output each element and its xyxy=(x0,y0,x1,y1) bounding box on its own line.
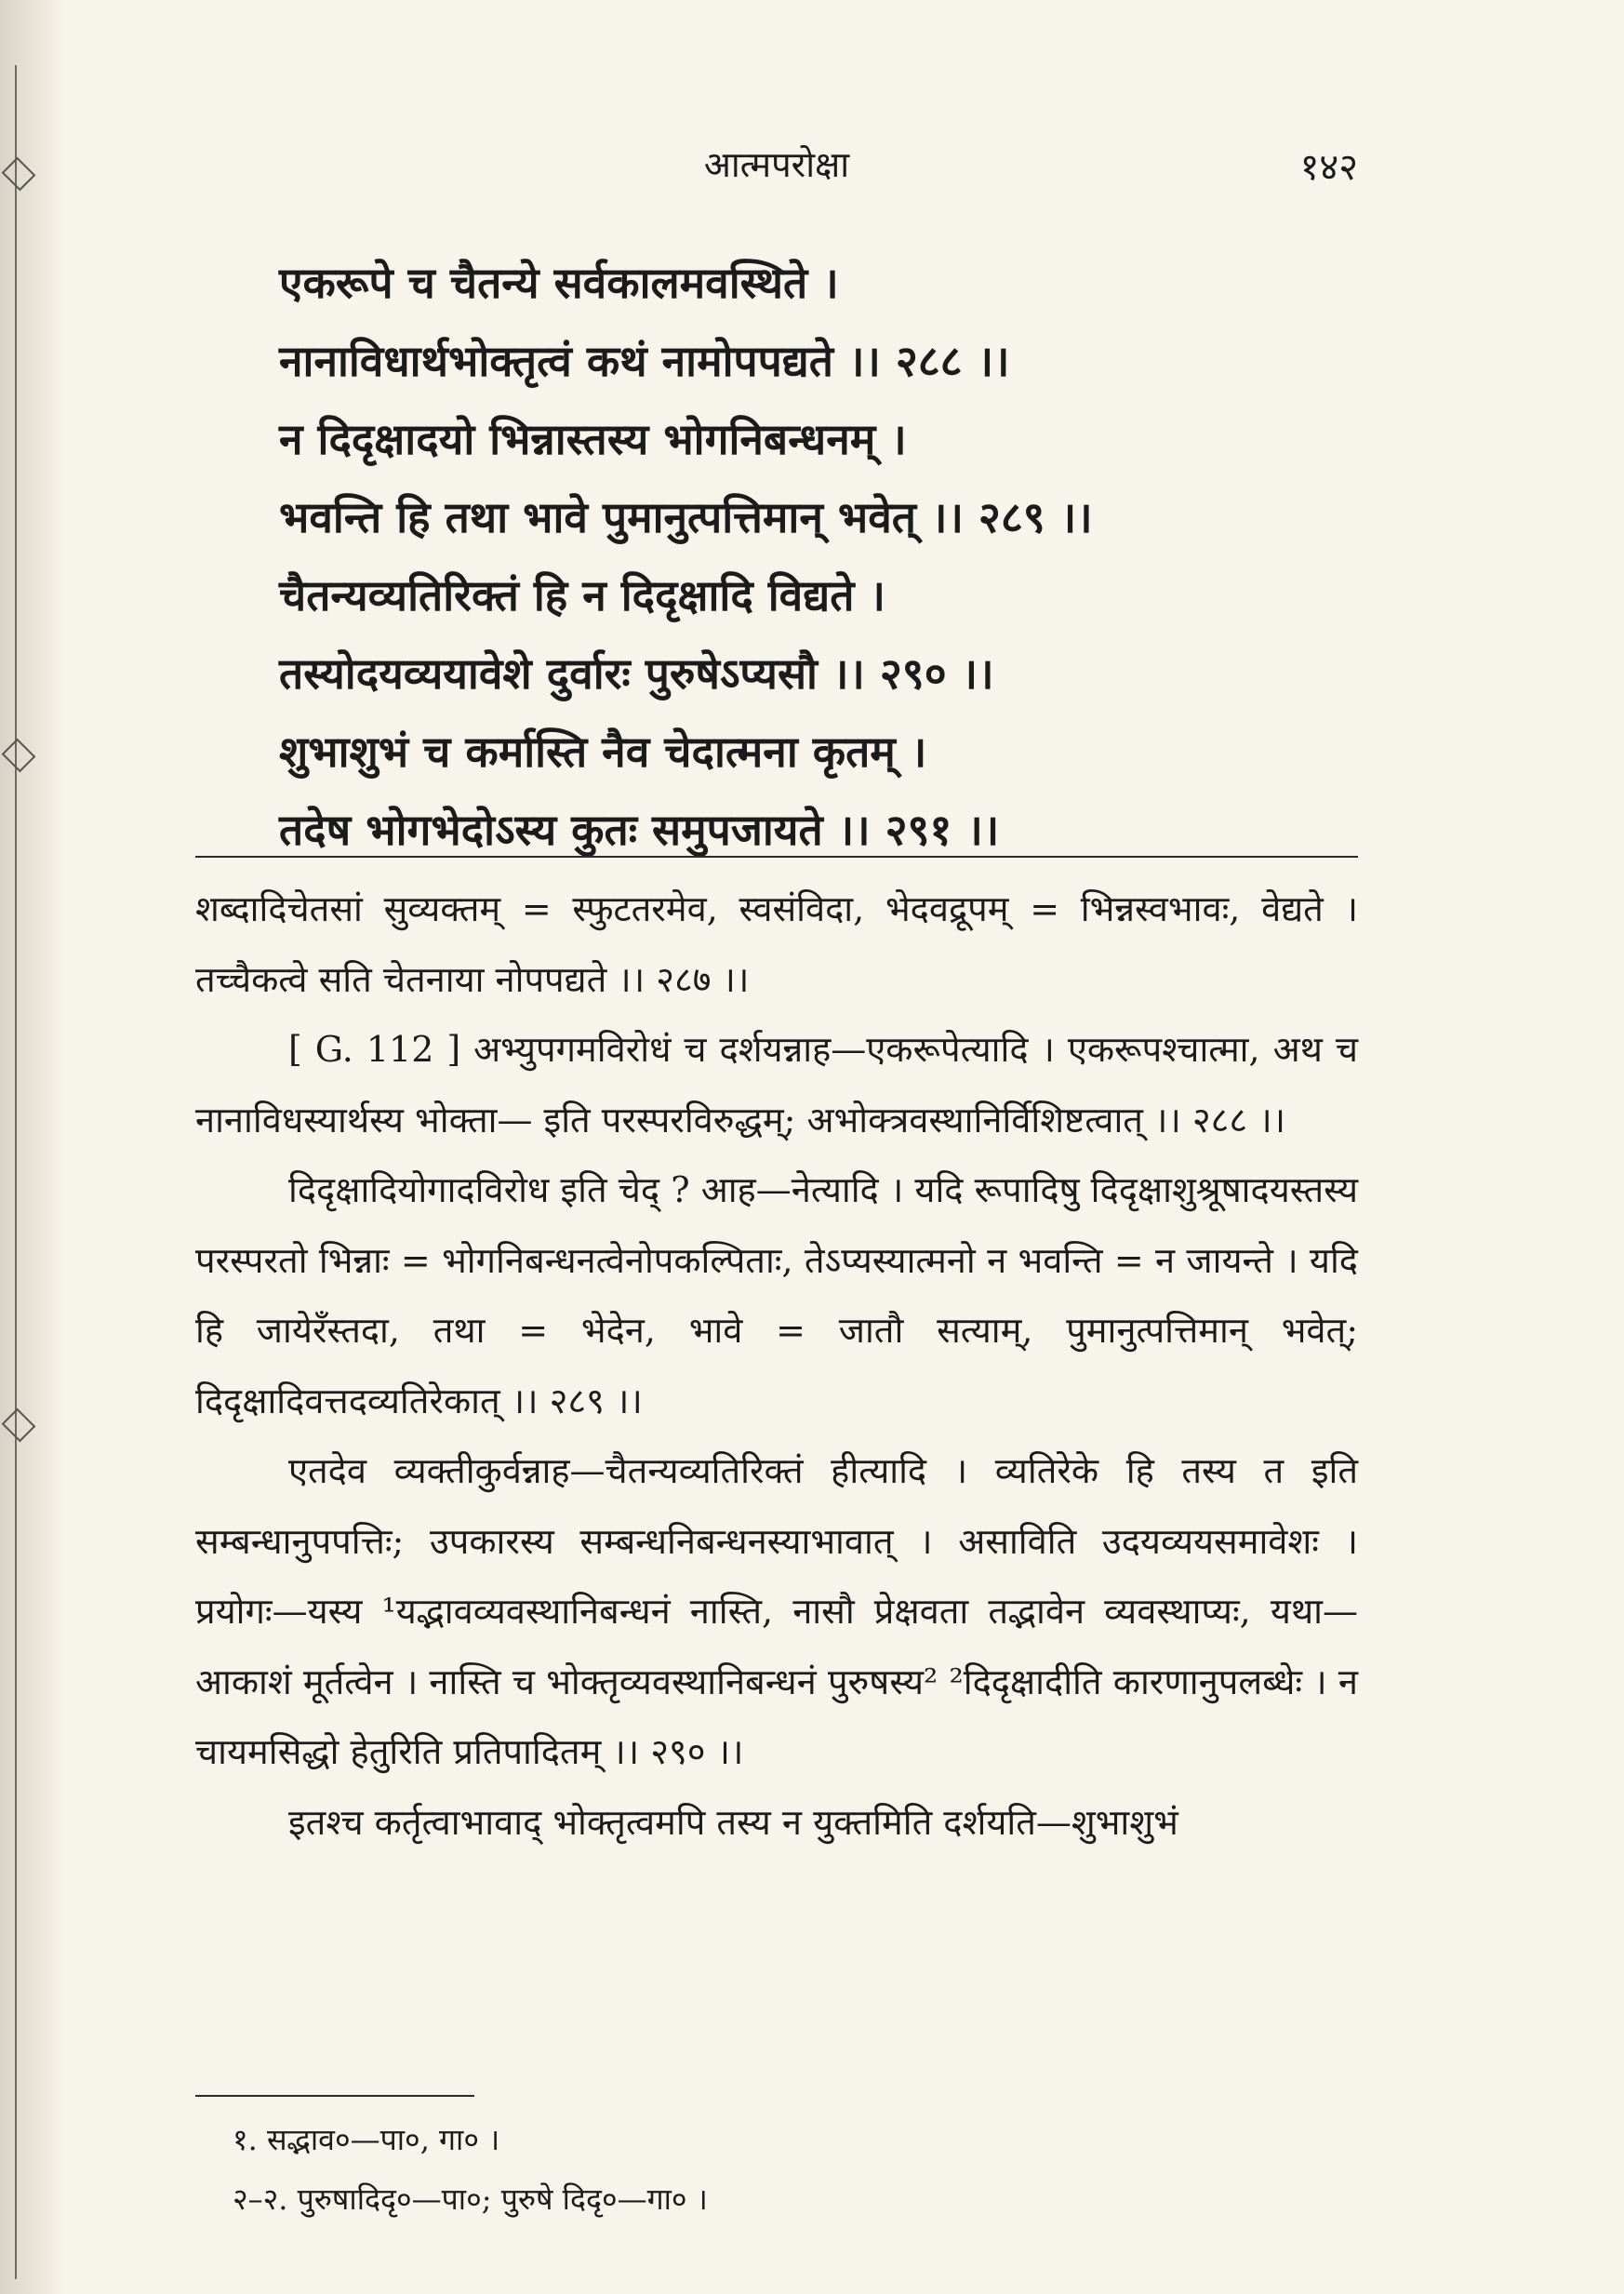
spine-binding-line xyxy=(15,65,17,2279)
binding-mark xyxy=(2,157,36,192)
verse-block xyxy=(279,244,1321,869)
commentary-paragraph: एतदेव व्यक्तीकुर्वन्नाह—चैतन्यव्यतिरिक्तं हीत्यादि । व्यतिरेके हि तस्य त इति सम्बन्धानुपपत्तिः; उपकारस्य सम्बन्धनिबन्धनस्याभावात् । असाविति उदयव्ययसमावेशः । प्रयोगः—यस्य ¹यद्भावव्यवस्थानिबन्धनं नास्ति, नासौ प्रेक्षवता तद्भावेन व्यवस्थाप्यः, यथा—आकाशं मूर्तत्वेन । नास्ति च भोक्तृव्यवस्थानिबन्धनं पुरुषस्य² ²दिदृक्षादीति कारणानुपलब्धेः । न चायमसिद्धो हेतुरिति प्रतिपादितम् ।। २९० ।। xyxy=(195,1450,1358,1772)
commentary-paragraph: [ G. 112 ] अभ्युपगमविरोधं च दर्शयन्नाह—एकरूपेत्यादि । एकरूपश्चात्मा, अथ च नानाविधस्यार्थस्य भोक्ता— इति परस्परविरुद्धम्; अभोक्त्रवस्थानिर्विशिष्टत्वात् ।। २८८ ।। xyxy=(195,1029,1358,1140)
footnote-rule xyxy=(195,2095,474,2097)
verse-line: भवन्ति हि तथा भावे पुमानुत्पत्तिमान् भवेत् ।। २८९ ।। xyxy=(279,492,1093,542)
binding-mark xyxy=(2,1408,36,1443)
page-header xyxy=(195,140,1358,195)
verse-line: न दिदृक्षादयो भिन्नास्तस्य भोगनिबन्धनम् । xyxy=(279,414,907,464)
footnote: १. सद्भाव०—पा०, गा० । xyxy=(233,2122,500,2157)
page-number: १४२ xyxy=(1299,146,1358,189)
divider-rule xyxy=(195,856,1358,858)
footnotes xyxy=(233,2110,1256,2229)
verse-line: तदेष भोगभेदोऽस्य कुतः समुपजायते ।। २९१ ।। xyxy=(279,805,1000,855)
verse-line: एकरूपे च चैतन्ये सर्वकालमवस्थिते । xyxy=(279,258,839,308)
running-title: आत्मपरोक्षा xyxy=(703,144,850,185)
commentary-paragraph: दिदृक्षादियोगादविरोध इति चेद् ? आह—नेत्यादि । यदि रूपादिषु दिदृक्षाशुश्रूषादयस्तस्य परस्परतो भिन्नाः = भोगनिबन्धनत्वेनोपकल्पिताः, तेऽप्यस्यात्मनो न भवन्ति = न जायन्ते । यदि हि जायेरँस्तदा, तथा = भेदेन, भावे = जातौ सत्याम्, पुमानुत्पत्तिमान् भवेत्; दिदृक्षादिवत्तदव्यतिरेकात् ।। २८९ ।। xyxy=(195,1169,1358,1421)
verse-line: चैतन्यव्यतिरिक्तं हि न दिदृक्षादि विद्यते । xyxy=(279,570,885,620)
commentary-block xyxy=(195,874,1358,1858)
commentary-paragraph: इतश्च कर्तृत्वाभावाद् भोक्तृत्वमपि तस्य न युक्तमिति दर्शयति—शुभाशुभं xyxy=(288,1801,1178,1843)
binding-mark xyxy=(2,739,36,773)
verse-line: शुभाशुभं च कर्मास्ति नैव चेदात्मना कृतम् । xyxy=(279,727,927,777)
commentary-paragraph: शब्दादिचेतसां सुव्यक्तम् = स्फुटतरमेव, स्वसंविदा, भेदवद्रूपम् = भिन्नस्वभावः, वेद्यते । तच्चैकत्वे सति चेतनाया नोपपद्यते ।। २८७ ।। xyxy=(195,888,1358,1000)
book-spine-edge xyxy=(0,0,65,2294)
footnote: २–२. पुरुषादिदृ०—पा०; पुरुषे दिदृ०—गा० । xyxy=(233,2181,708,2217)
verse-line: नानाविधार्थभोक्तृत्वं कथं नामोपपद्यते ।। २८८ ।। xyxy=(279,336,1010,386)
verse-line: तस्योदयव्ययावेशे दुर्वारः पुरुषेऽप्यसौ ।। २९० ।। xyxy=(279,648,994,699)
